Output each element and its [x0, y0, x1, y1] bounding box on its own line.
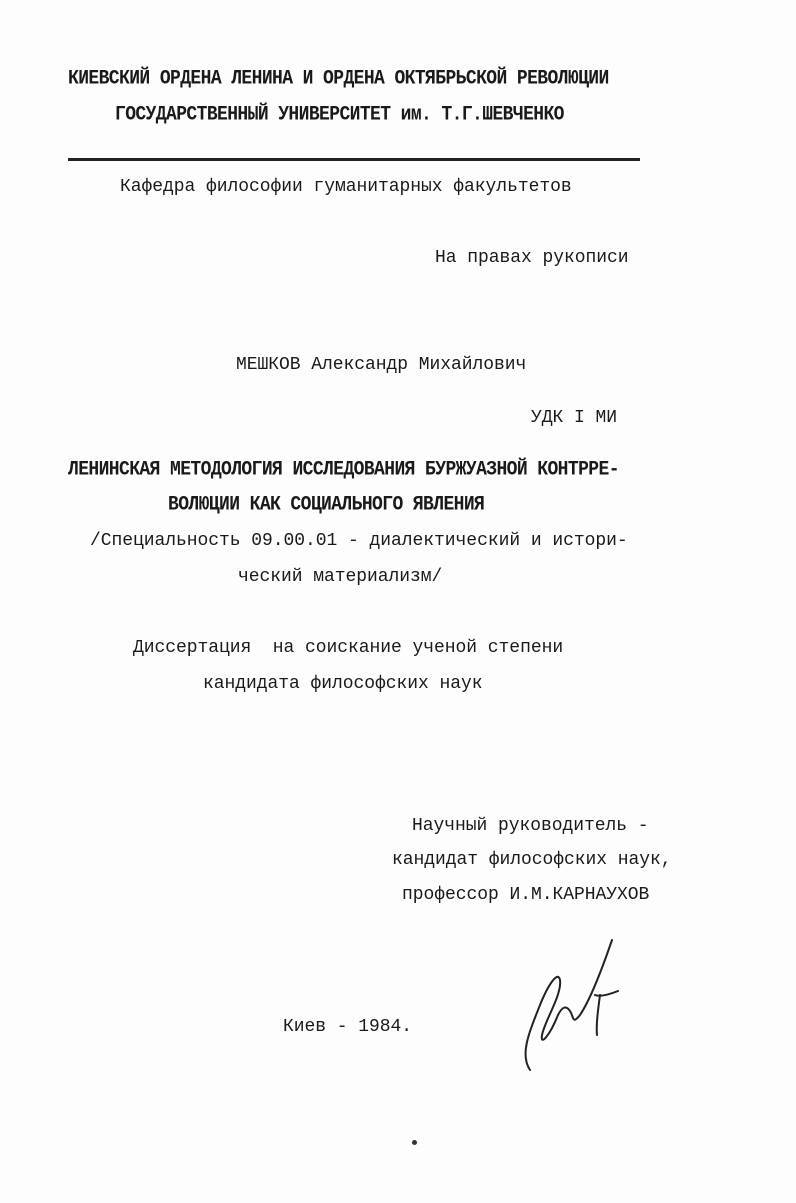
supervisor-line-1: Научный руководитель - — [412, 816, 649, 836]
specialty-line-1: /Специальность 09.00.01 - диалектический и истори- — [90, 531, 628, 551]
degree-line-2: кандидата философских наук — [203, 674, 483, 694]
place-and-year: Киев - 1984. — [283, 1017, 413, 1037]
udc-code: УДК I МИ — [531, 408, 618, 428]
supervisor-line-3: профессор И.М.КАРНАУХОВ — [402, 885, 650, 905]
handwritten-signature — [500, 935, 625, 1075]
title-line-2: ВОЛЮЦИИ КАК СОЦИАЛЬНОГО ЯВЛЕНИЯ — [168, 493, 485, 517]
university-line-1: КИЕВСКИЙ ОРДЕНА ЛЕНИНА И ОРДЕНА ОКТЯБРЬСКОЙ РЕВОЛЮЦИИ — [68, 67, 609, 91]
title-line-1: ЛЕНИНСКАЯ МЕТОДОЛОГИЯ ИССЛЕДОВАНИЯ БУРЖУАЗНОЙ КОНТРРЕ- — [68, 458, 619, 482]
university-line-2: ГОСУДАРСТВЕННЫЙ УНИВЕРСИТЕТ им. Т.Г.ШЕВЧЕНКО — [115, 103, 564, 127]
ink-speck — [412, 1140, 417, 1145]
manuscript-note: На правах рукописи — [435, 248, 629, 268]
department: Кафедра философии гуманитарных факультетов — [120, 177, 572, 197]
supervisor-line-2: кандидат философских наук, — [392, 850, 672, 870]
degree-line-1: Диссертация на соискание ученой степени — [133, 638, 564, 658]
author-name: МЕШКОВ Александр Михайлович — [236, 355, 527, 375]
header-divider — [68, 158, 640, 161]
specialty-line-2: ческий материализм/ — [238, 567, 443, 587]
